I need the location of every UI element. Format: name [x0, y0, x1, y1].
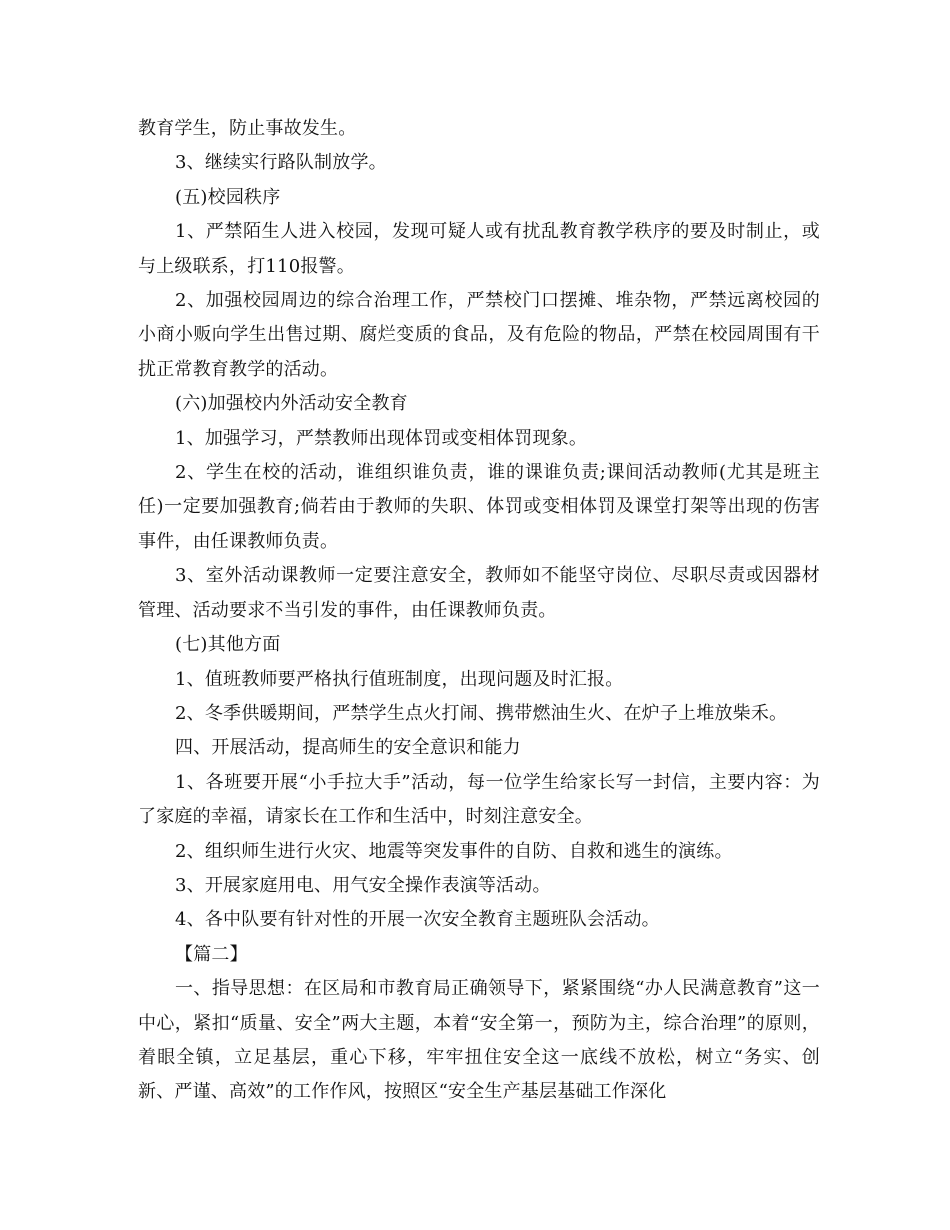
section-heading: (七)其他方面 [175, 634, 281, 656]
paragraph: 1、严禁陌生人进入校园，发现可疑人或有扰乱教育教学秩序的要及时制止，或与上级联系，打110报警。 [138, 221, 820, 277]
paragraph: 教育学生，防止事故发生。 [138, 118, 357, 139]
section-heading: 四、开展活动，提高师生的安全意识和能力 [175, 737, 521, 759]
paragraph: 2、学生在校的活动，谁组织谁负责，谁的课谁负责;课间活动教师(尤其是班主任)一定要加强教育;倘若由于教师的失职、体罚或变相体罚及课堂打架等出现的伤害事件，由任课教师负责。 [138, 462, 820, 552]
paragraph: 一、指导思想：在区局和市教育局正确领导下，紧紧围绕“办人民满意教育”这一中心，紧扣“质量、安全”两大主题，本着“安全第一，预防为主，综合治理”的原则，着眼全镇，立足基层，重心下移，牢牢扭住安全这一底线不放松，树立“务实、创新、严谨、高效”的工作作风，按照区“安全生产基层基础工作深化 [138, 978, 820, 1103]
paragraph: 2、加强校园周边的综合治理工作，严禁校门口摆摊、堆杂物，严禁远离校园的小商小贩向学生出售过期、腐烂变质的食品，及有危险的物品，严禁在校园周围有干扰正常教育教学的活动。 [138, 290, 820, 380]
paragraph: 1、加强学习，严禁教师出现体罚或变相体罚现象。 [175, 427, 588, 449]
paragraph: 3、室外活动课教师一定要注意安全，教师如不能坚守岗位、尽职尽责或因器材管理、活动要求不当引发的事件，由任课教师负责。 [138, 565, 820, 621]
paragraph: 4、各中队要有针对性的开展一次安全教育主题班队会活动。 [175, 909, 660, 931]
section-heading: (六)加强校内外活动安全教育 [175, 393, 408, 415]
paragraph: 3、开展家庭用电、用气安全操作表演等活动。 [175, 874, 551, 896]
part-heading: 【篇二】 [175, 943, 248, 965]
paragraph: 2、组织师生进行火灾、地震等突发事件的自防、自救和逃生的演练。 [175, 840, 733, 862]
section-heading: (五)校园秩序 [175, 186, 281, 208]
document-body [138, 112, 820, 1110]
paragraph: 3、继续实行路队制放学。 [175, 152, 387, 174]
paragraph: 1、各班要开展“小手拉大手”活动，每一位学生给家长写一封信，主要内容：为了家庭的幸福，请家长在工作和生活中，时刻注意安全。 [138, 771, 820, 828]
paragraph: 2、冬季供暖期间，严禁学生点火打闹、携带燃油生火、在炉子上堆放柴禾。 [175, 702, 788, 724]
paragraph: 1、值班教师要严格执行值班制度，出现问题及时汇报。 [175, 668, 624, 690]
